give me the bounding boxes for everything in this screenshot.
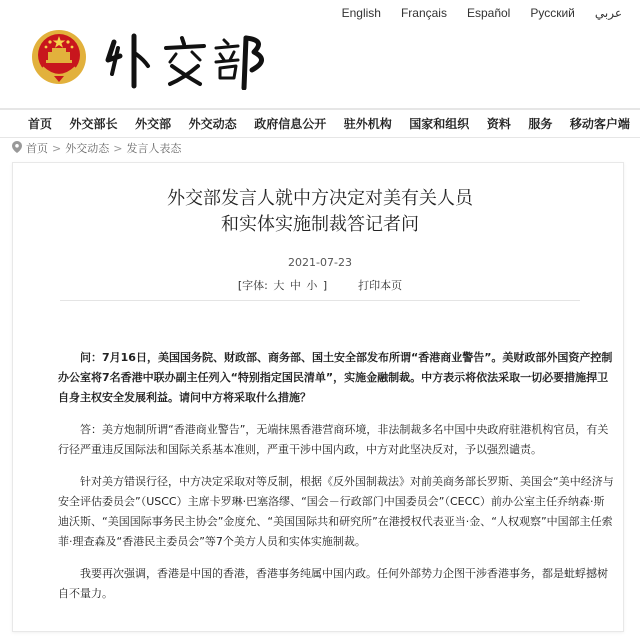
print-button[interactable]: 打印本页 [358,279,403,292]
ministry-calligraphy-logo[interactable] [104,30,274,90]
font-small-button[interactable]: 小 [306,279,318,292]
nav-countries[interactable]: 国家和组织 [409,117,470,131]
divider [60,300,580,301]
language-switcher [342,6,622,20]
article-title-line: 外交部发言人就中方决定对美有关人员 [167,188,473,209]
answer-paragraph: 我要再次强调，香港是中国的香港，香港事务纯属中国内政。任何外部势力企图干涉香港事务，都是蚍蜉撼树自不量力。 [58,567,608,600]
breadcrumb-diplomatic-news[interactable]: 外交动态 [65,142,110,155]
nav-missions[interactable]: 驻外机构 [343,117,392,131]
lang-english[interactable]: English [341,6,381,20]
lang-russian[interactable]: Русский [530,6,575,20]
breadcrumb-home[interactable]: 首页 [26,142,48,155]
nav-ministry[interactable]: 外交部 [135,117,172,131]
answer-paragraph: 针对美方错误行径，中方决定采取对等反制，根据《反外国制裁法》对前美商务部长罗斯、美国会“美中经济与安全评估委员会”（USCC）主席卡罗琳·巴塞洛缪、“国会－行政部门中国委员会”（CECC）前办公室主任乔纳森·斯迪沃斯、“美国国际事务民主协会”金度允、“美国国际共和研究所”在港授权代表亚当·金、“人权观察”中国部主任索菲·理查森及“香港民主委员会”等7个美方人员和实体实施制裁。 [58,475,614,548]
nav-mobile-app[interactable]: 移动客户端 [569,117,630,131]
font-large-button[interactable]: 大 [273,279,285,292]
article-body [58,348,614,616]
breadcrumb-spokesperson[interactable]: 发言人表态 [126,142,182,155]
nav-home[interactable]: 首页 [28,117,53,131]
nav-diplomatic-news[interactable]: 外交动态 [188,117,237,131]
article-title [40,186,600,238]
answer-paragraph: 答：美方炮制所谓“香港商业警告”，无端抹黑香港营商环境，非法制裁多名中国中央政府驻港机构官员，有关行径严重违反国际法和国际关系基本准则，严重干涉中国内政，中方对此坚决反对，予以强烈谴责。 [58,423,609,456]
lang-french[interactable]: Français [400,6,447,20]
location-pin-icon [12,141,22,156]
nav-resources[interactable]: 资料 [486,117,511,131]
nav-services[interactable]: 服务 [528,117,553,131]
font-medium-button[interactable]: 中 [289,279,301,292]
article-title-line: 和实体实施制裁答记者问 [221,214,419,235]
breadcrumb [12,140,181,156]
nav-minister[interactable]: 外交部长 [69,117,118,131]
breadcrumb-separator: > [52,141,62,155]
article-date: 2021-07-23 [288,256,352,269]
article-tools [0,277,640,293]
main-nav [0,108,640,138]
national-emblem-icon[interactable] [30,28,88,86]
lang-spanish[interactable]: Español [466,6,511,20]
lang-arabic[interactable]: عربي [594,6,622,20]
font-size-label: [字体: [237,279,268,292]
breadcrumb-separator: > [113,141,123,155]
question-paragraph: 问：7月16日，美国国务院、财政部、商务部、国土安全部发布所谓“香港商业警告”。美财政部外国资产控制办公室将7名香港中联办副主任列入“特别指定国民清单”，实施金融制裁。中方表示将依法采取一切必要措施捍卫自身主权安全发展利益。请问中方将采取什么措施？ [58,351,613,404]
nav-gov-info[interactable]: 政府信息公开 [254,117,327,131]
font-size-close: ] [322,279,328,292]
